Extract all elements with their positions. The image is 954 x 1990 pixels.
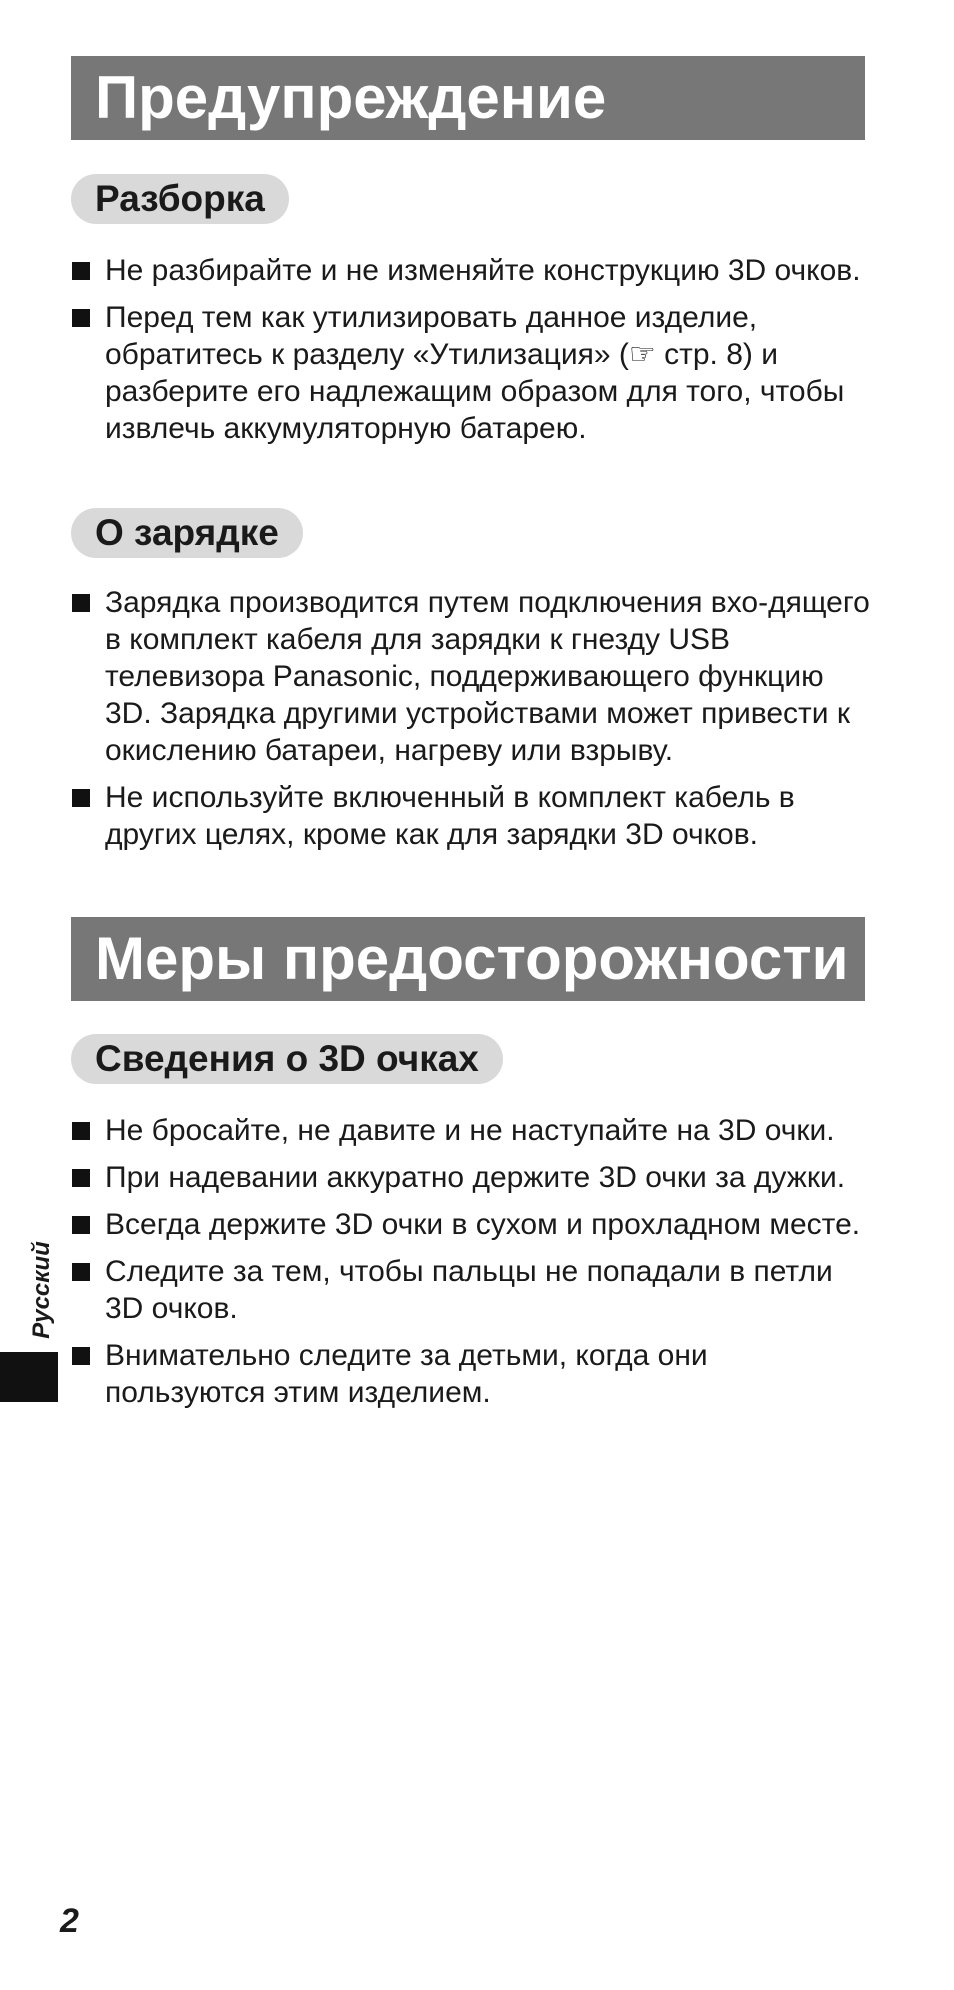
list-item-text: Перед тем как утилизировать данное изделие, обратитесь к разделу «Утилизация» ( bbox=[105, 301, 758, 371]
square-bullet-icon bbox=[72, 262, 90, 280]
list-item bbox=[71, 299, 871, 447]
list-item-text: При надевании аккуратно держите 3D очки за дужки. bbox=[105, 1161, 846, 1194]
list-item-text: Всегда держите 3D очки в сухом и прохладном месте. bbox=[105, 1208, 861, 1241]
list-item bbox=[71, 1159, 871, 1196]
square-bullet-icon bbox=[72, 594, 90, 612]
list-item-text: Не бросайте, не давите и не наступайте на 3D очки. bbox=[105, 1114, 835, 1147]
list-item-text: Не используйте включенный в комплект кабель в других целях, кроме как для зарядки 3D очков. bbox=[105, 781, 795, 851]
language-tab-marker bbox=[0, 1352, 58, 1402]
square-bullet-icon bbox=[72, 1169, 90, 1187]
list-item-text: Зарядка производится путем подключения вхо-дящего в комплект кабеля для зарядки к гнезду USB телевизора Panasonic, поддерживающего функцию 3D. Зарядка другими устройствами может привести к окислению батареи, нагреву или взрыву. bbox=[105, 586, 870, 767]
section-title-precautions: Меры предосторожности bbox=[71, 917, 865, 1001]
list-item bbox=[71, 584, 871, 769]
list-item bbox=[71, 252, 871, 289]
subsection-label-charging: О зарядке bbox=[71, 508, 303, 558]
square-bullet-icon bbox=[72, 309, 90, 327]
language-label-text: Русский bbox=[28, 1241, 56, 1339]
subsection-label-disassembly: Разборка bbox=[71, 174, 289, 224]
subsection-label-glasses-info: Сведения о 3D очках bbox=[71, 1034, 503, 1084]
page-number: 2 bbox=[60, 1902, 79, 1940]
list-item-text-cont: стр. 8) и разберите его надлежащим образом для того, чтобы извлечь аккумуляторную батарею. bbox=[105, 338, 845, 445]
disassembly-list bbox=[71, 252, 871, 457]
list-item bbox=[71, 1337, 871, 1411]
square-bullet-icon bbox=[72, 1347, 90, 1365]
list-item-text: Внимательно следите за детьми, когда они пользуются этим изделием. bbox=[105, 1339, 708, 1409]
charging-list bbox=[71, 584, 871, 863]
square-bullet-icon bbox=[72, 1263, 90, 1281]
glasses-info-list bbox=[71, 1112, 871, 1421]
section-title-warning: Предупреждение bbox=[71, 56, 865, 140]
list-item bbox=[71, 779, 871, 853]
list-item-text: Следите за тем, чтобы пальцы не попадали в петли 3D очков. bbox=[105, 1255, 833, 1325]
pointing-hand-icon: ☞ bbox=[628, 337, 656, 372]
list-item bbox=[71, 1112, 871, 1149]
list-item bbox=[71, 1206, 871, 1243]
square-bullet-icon bbox=[72, 789, 90, 807]
language-side-label bbox=[25, 1235, 59, 1345]
list-item-text: Не разбирайте и не изменяйте конструкцию 3D очков. bbox=[105, 254, 861, 287]
square-bullet-icon bbox=[72, 1216, 90, 1234]
square-bullet-icon bbox=[72, 1122, 90, 1140]
list-item bbox=[71, 1253, 871, 1327]
